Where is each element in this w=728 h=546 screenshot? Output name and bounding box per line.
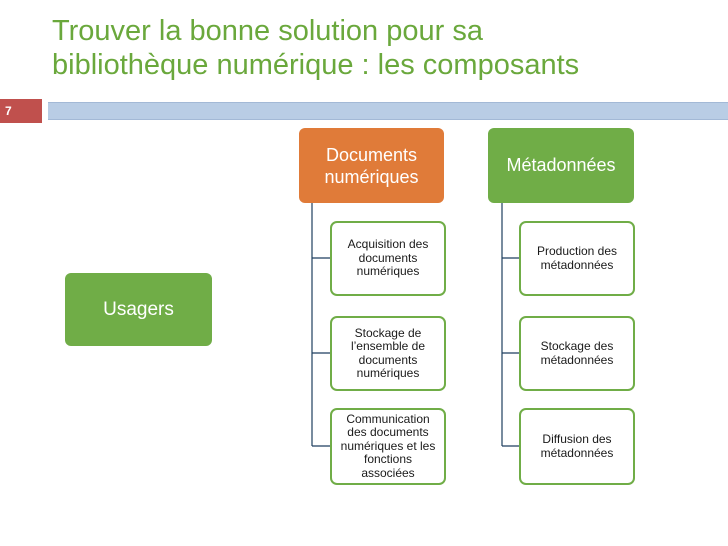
slide-number: 7: [0, 99, 42, 123]
documents-child-label: Acquisition des documents numériques: [347, 237, 429, 279]
slide-title: Trouver la bonne solution pour sa bibliothèque numérique : les composants: [52, 15, 580, 81]
users-node: [65, 273, 212, 346]
metadata-child-diffusion: [519, 408, 635, 485]
documents-child-label: Communication des documents numériques et les fonctions associées: [340, 411, 436, 480]
documents-child-acquisition: [330, 221, 446, 296]
metadata-child-label: Production des métadonnées: [536, 244, 618, 272]
metadata-child-label: Diffusion des métadonnées: [540, 432, 614, 460]
metadata-child-storage: [519, 316, 635, 391]
documents-node: [299, 128, 444, 203]
documents-node-label: Documents numériques: [324, 144, 419, 187]
documents-child-label: Stockage de l’ensemble de documents numériques: [350, 325, 426, 380]
documents-child-communication: [330, 408, 446, 485]
metadata-node: [488, 128, 634, 203]
users-node-label: Usagers: [103, 298, 174, 320]
metadata-child-label: Stockage des métadonnées: [540, 339, 614, 367]
metadata-child-production: [519, 221, 635, 296]
metadata-node-label: Métadonnées: [506, 155, 616, 175]
documents-child-storage: [330, 316, 446, 391]
